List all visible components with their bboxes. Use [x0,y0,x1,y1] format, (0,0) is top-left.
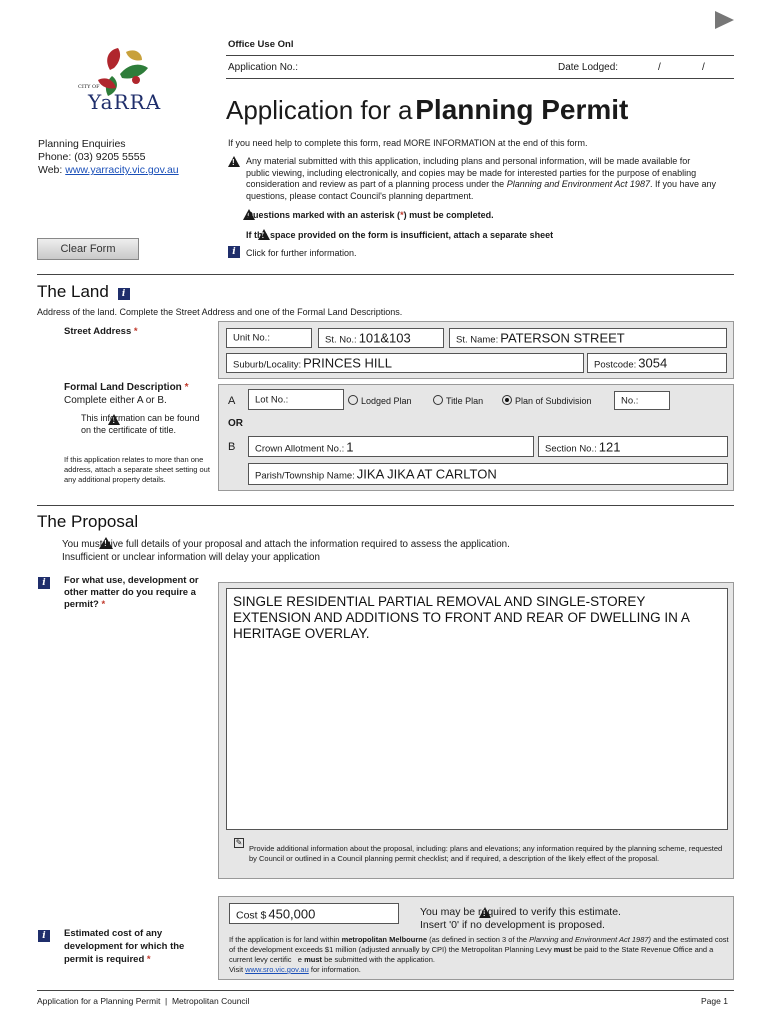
info-icon[interactable]: i [38,577,50,589]
warning-icon [228,156,240,167]
suburb-value: PRINCES HILL [303,355,392,371]
privacy-text: Any material submitted with this application, including plans and personal information, will be made available for public viewing, including electronically, and copies may be made for interested parties for the purpose of enabling consideration and review as part of a planning process under the Planning and Environment Act 1987. If you have any questions, please contact Council's planning department. [246,156,716,201]
plan-no-field[interactable]: No.: [614,391,670,410]
enquiries-phone: Phone: (03) 9205 5555 [38,151,146,163]
proposal-section-title: The Proposal [37,512,139,531]
page-title: Application for a Planning Permit [226,94,629,125]
click-info-text: Click for further information. [246,248,357,258]
street-address-label: Street Address * [64,326,138,337]
radio-icon [433,395,443,405]
use-question: For what use, development or other matter do you require a permit? * [64,575,199,610]
web-label: Web: [38,164,63,176]
certificate-note: This information can be found on the certificate of title. [81,413,200,435]
cost-question: Estimated cost of any development for which the permit is required * [64,928,185,965]
cost-value: 450,000 [268,905,316,921]
date-sep-2: / [702,62,705,73]
street-no-field[interactable]: St. No.: 101&103 [318,328,444,348]
office-use-title: Office Use Onl [228,39,294,50]
logo-city-text: CITY OF [78,84,100,90]
crown-allotment-value: 1 [346,438,354,454]
option-b-label: B [228,441,236,453]
web-link[interactable]: www.yarracity.vic.gov.au [65,164,179,176]
option-a-label: A [228,395,236,407]
date-lodged-label: Date Lodged: [558,62,619,73]
street-no-value: 101&103 [358,330,411,346]
crown-allotment-field[interactable]: Crown Allotment No.: 1 [248,436,534,457]
cost-field[interactable]: Cost $ 450,000 [229,903,399,924]
logo-wordmark: YaRRA [88,90,162,114]
parish-value: JIKA JIKA AT CARLTON [356,466,497,482]
lot-no-field[interactable]: Lot No.: [248,389,344,410]
postcode-value: 3054 [638,355,668,371]
land-section-title: The Land i [37,282,130,302]
clear-form-button[interactable]: Clear Form [37,238,139,260]
sro-link[interactable]: www.sro.vic.gov.au [245,965,309,974]
enquiries-title: Planning Enquiries [38,138,126,150]
info-icon[interactable]: i [118,288,130,300]
radio-icon [348,395,358,405]
insufficient-note: If the space provided on the form is insufficient, attach a separate sheet [246,230,554,240]
info-icon[interactable]: i [228,246,240,258]
section-no-value: 121 [598,438,621,454]
application-no-label: Application No.: [228,62,299,73]
info-icon[interactable]: i [38,930,50,942]
multi-address-note: If this application relates to more than one address, attach a separate sheet setting out any additional property details. [64,455,210,484]
asterisk-note: Questions marked with an asterisk (*) must be completed. [246,210,494,220]
next-page-arrow-icon[interactable] [713,10,735,30]
enquiries-block [38,138,179,177]
postcode-field[interactable]: Postcode: 3054 [587,353,727,373]
plan-subdivision-radio[interactable]: Plan of Subdivision [502,395,592,408]
parish-field[interactable]: Parish/Township Name: JIKA JIKA AT CARLTON [248,463,728,485]
land-intro: Address of the land. Complete the Street Address and one of the Formal Land Descriptions. [37,307,403,317]
levy-text: If the application is for land within metropolitan Melbourne (as defined in section 3 of the Planning and Environment Act 1987) and the estimated cost of the development exceeds $1 million (adjusted annually by CPI) the Metropolitan Planning Levy must be paid to the State Revenue Office and a current levy certific e must be submitted with the application. Visit www.sro.vic.gov.au for information. [229,935,729,974]
yarra-logo [70,40,170,115]
use-textarea[interactable] [226,588,728,830]
section-no-field[interactable]: Section No.: 121 [538,436,728,457]
street-name-field[interactable]: St. Name: PATERSON STREET [449,328,727,348]
radio-selected-icon [502,395,512,405]
lodged-plan-radio[interactable]: Lodged Plan [348,395,412,408]
help-text: If you need help to complete this form, read MORE INFORMATION at the end of this form. [228,138,588,148]
date-sep-1: / [658,62,661,73]
additional-info-text: Provide additional information about the proposal, including: plans and elevations; any information required by the planning scheme, requested by Council or outlined in a Council planning permit checklist; and if required, a description of the likely effect of the proposal. [249,844,723,863]
use-textarea-value: SINGLE RESIDENTIAL PARTIAL REMOVAL AND SINGLE-STOREY EXTENSION AND ADDITIONS TO FRONT AND REAR OF DWELLING IN A HERITAGE OVERLAY. [233,594,690,641]
title-plan-radio[interactable]: Title Plan [433,395,483,408]
verify-text: You may be required to verify this estimate. Insert '0' if no development is proposed. [420,906,621,931]
or-label: OR [228,418,243,429]
footer-page-number: Page 1 [701,996,728,1006]
suburb-field[interactable]: Suburb/Locality: PRINCES HILL [226,353,584,373]
unit-no-field[interactable]: Unit No.: [226,328,312,348]
footer-left: Application for a Planning Permit | Metropolitan Council [37,996,250,1006]
street-name-value: PATERSON STREET [500,330,625,346]
pencil-icon: ✎ [235,838,243,847]
formal-label: Formal Land Description * Complete either A or B. [64,382,189,406]
proposal-must-text: You must give full details of your proposal and attach the information required to assess the application. Insufficient or unclear information will delay your application [62,539,510,563]
